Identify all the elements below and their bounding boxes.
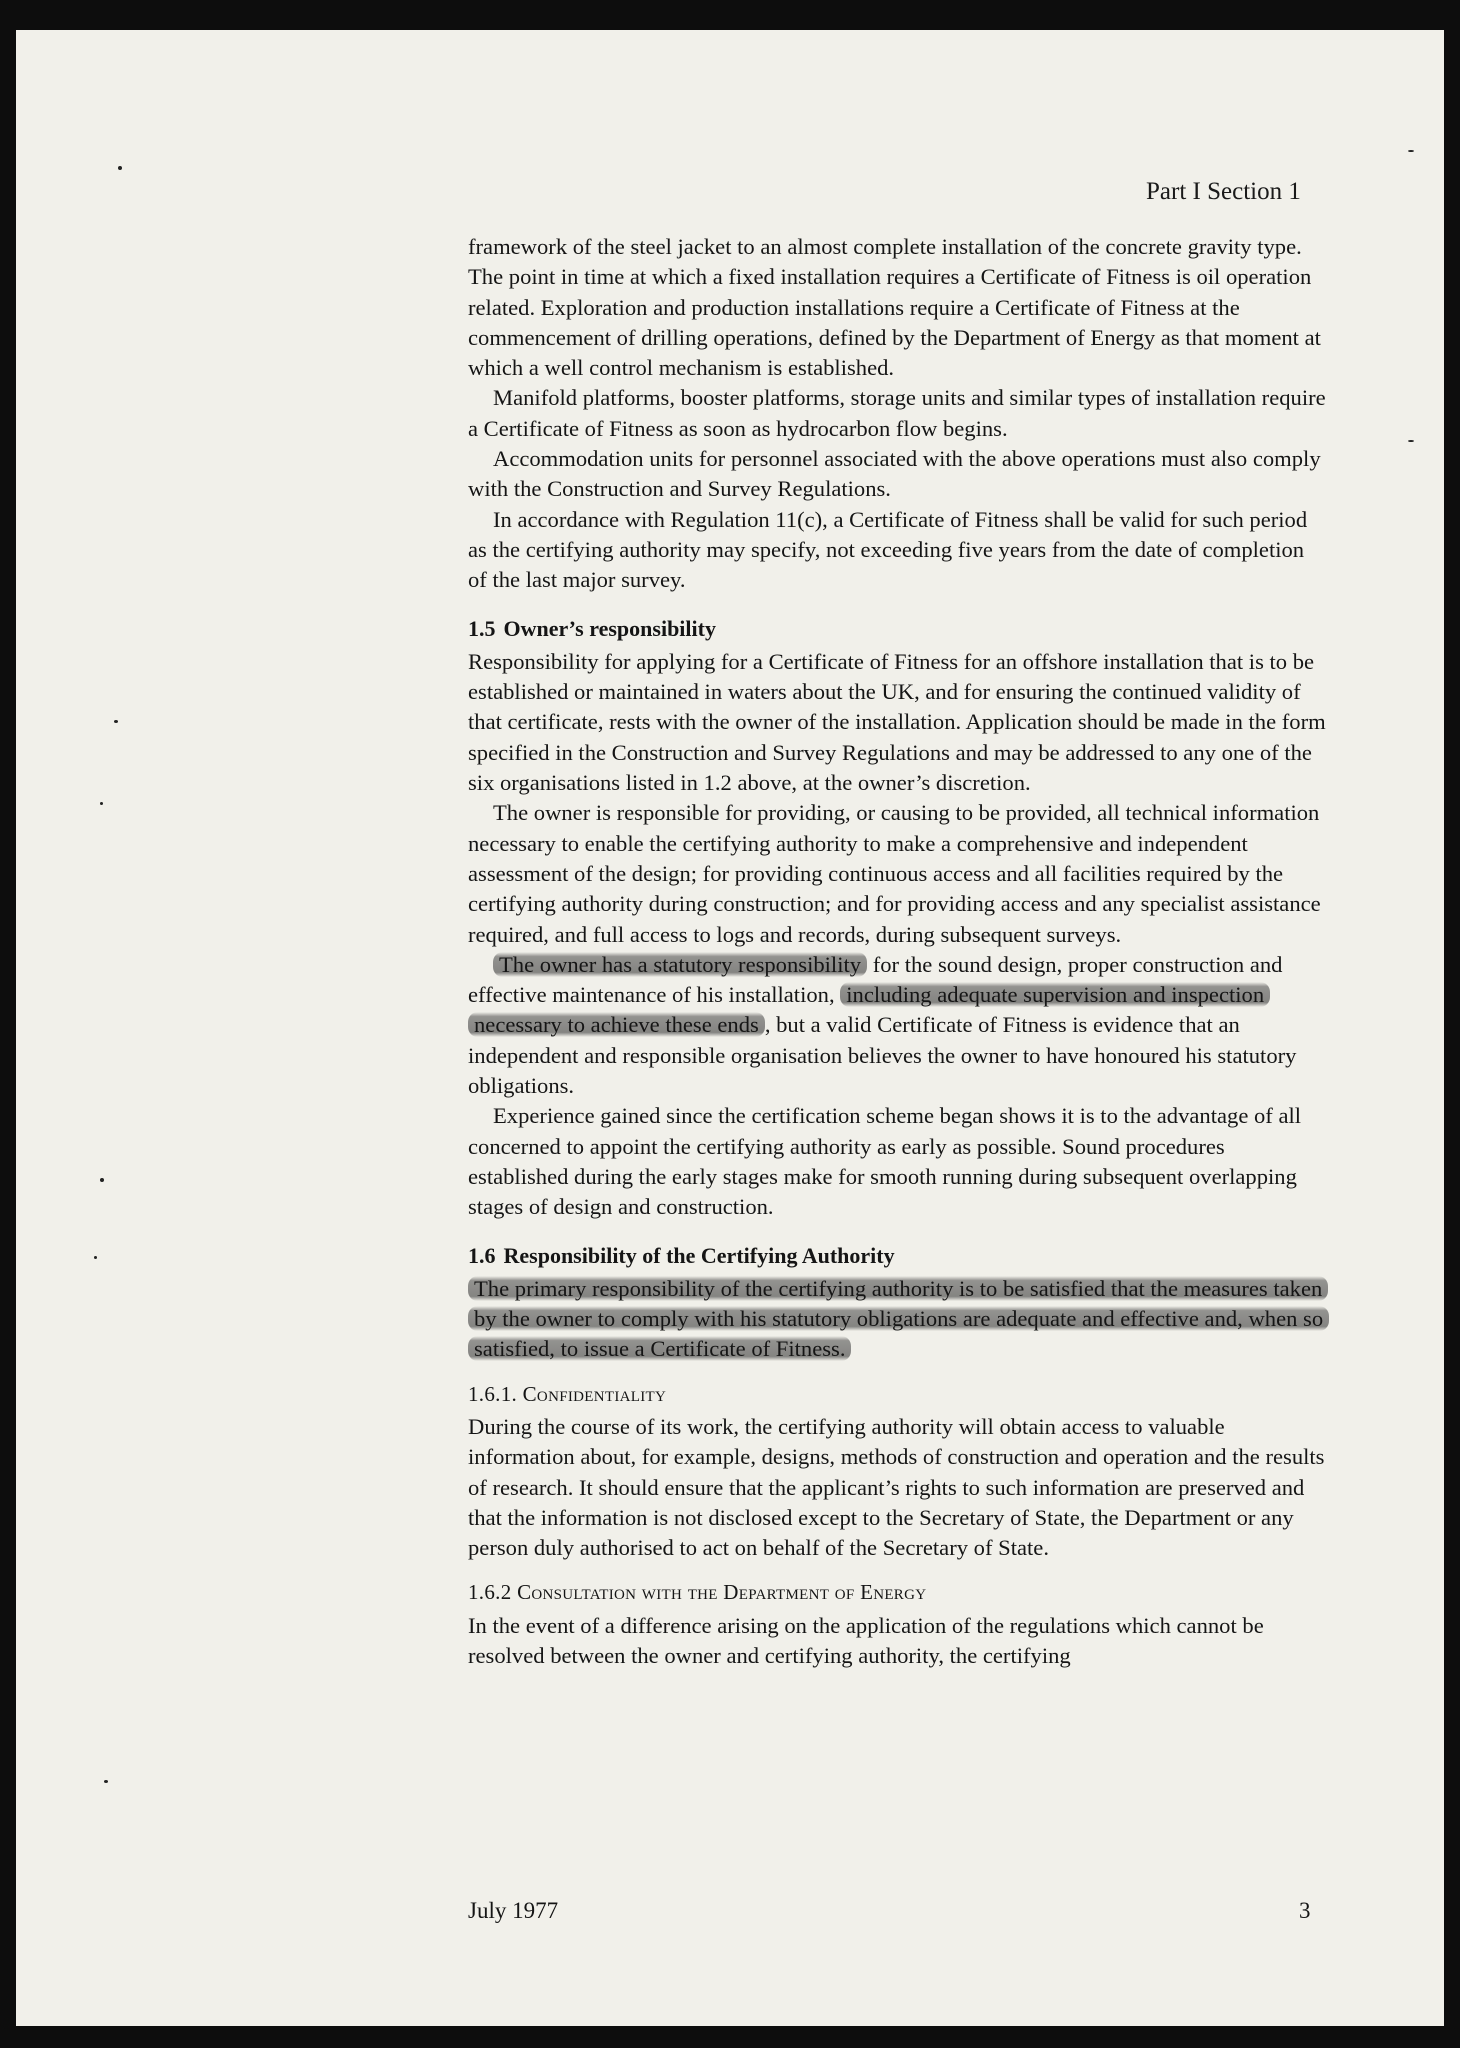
body-column [468,232,1328,1671]
intro-paragraph-1: framework of the steel jacket to an almost complete installation of the concrete gravity type. The point in time at which a fixed installation requires a Certificate of Fitness is oil operation related. Exploration and production installations require a Certificate of Fitness at the commencement of drilling operations, defined by the Department of Energy as that moment at which a well control mechanism is established. [468,234,1321,381]
running-head: Part I Section 1 [1146,178,1301,205]
scan-speck [100,1178,104,1182]
section-number: 1.6.2 [468,1580,512,1605]
scan-speck [104,1780,108,1783]
highlighted-text: The owner has a statutory responsibility [493,952,867,977]
scan-speck [1408,150,1414,152]
intro-paragraph-4: In accordance with Regulation 11(c), a Certificate of Fitness shall be valid for such period as the certifying authority may specify, not exceeding five years from the date of completion of the last major survey. [468,506,1308,593]
highlighted-text: The primary responsibility of the certifying authority is to be satisfied that the measures taken by the owner to comply with his statutory obligations are adequate and effective and, when so satisfied, to issue a Certificate of Fitness. [468,1276,1329,1362]
section-number: 1.6.1. [468,1381,518,1406]
scan-speck [100,802,103,805]
section-title: Confidentiality [522,1381,667,1406]
section-1-5-paragraph-3 [468,950,1328,1101]
section-1-6-1-heading [468,1379,1328,1409]
section-1-6-2-heading [468,1577,1328,1607]
paragraph-text: , but a valid Certificate of Fitness is evidence that an independent and responsible organisation believes the owner to have honoured his statutory obligations. [468,1012,1297,1099]
section-1-5-paragraph-2: The owner is responsible for providing, or causing to be provided, all technical information necessary to enable the certifying authority to make a comprehensive and independent assessment of the design; for providing continuous access and all facilities required by the certifying authority during construction; and for providing access and any specialist assistance required, and full access to logs and records, during subsequent surveys. [468,800,1321,947]
section-title: Responsibility of the Certifying Authority [503,1242,895,1268]
scan-speck [118,166,122,170]
section-1-5-paragraph-4: Experience gained since the certification scheme began shows it is to the advantage of all concerned to appoint the certifying authority as early as possible. Sound procedures established during the early stages make for smooth running during subsequent overlapping stages of design and construction. [468,1103,1302,1220]
intro-paragraph-2: Manifold platforms, booster platforms, storage units and similar types of installation require a Certificate of Fitness as soon as hydrocarbon flow begins. [468,385,1326,441]
footer-date: July 1977 [468,1898,559,1923]
section-1-6-paragraph-1 [468,1274,1328,1365]
section-1-6-2-paragraph-1: In the event of a difference arising on the application of the regulations which cannot be resolved between the owner and certifying authority, the certifying [468,1612,1264,1669]
scan-speck [94,1256,97,1259]
section-number: 1.5 [468,615,496,641]
section-1-5-heading [468,614,1328,644]
page-number: 3 [1299,1898,1311,1923]
paragraph-text: for the sound design, proper construction and effective maintenance of his installation, [468,951,1283,1008]
highlighted-text: including adequate supervision and inspection necessary to achieve these ends [468,982,1270,1037]
section-title: Consultation with the Department of Energy [517,1580,927,1605]
scanned-page [16,30,1444,2026]
section-1-6-heading [468,1241,1328,1271]
scan-speck [114,720,118,723]
section-1-5-paragraph-1: Responsibility for applying for a Certificate of Fitness for an offshore installation that is to be established or maintained in waters about the UK, and for ensuring the continued validity of that certificate, rests with the owner of the installation. Application should be made in the form specified in the Construction and Survey Regulations and may be addressed to any one of the six organisations listed in 1.2 above, at the owner’s discretion. [468,648,1326,796]
scan-speck [1408,440,1414,442]
section-1-6-1-paragraph-1: During the course of its work, the certifying authority will obtain access to valuable information about, for example, designs, methods of construction and operation and the results of research. It should ensure that the applicant’s rights to such information are preserved and that the information is not disclosed except to the Secretary of State, the Department or any person duly authorised to act on behalf of the Secretary of State. [468,1413,1325,1561]
section-number: 1.6 [468,1242,496,1268]
intro-paragraph-3: Accommodation units for personnel associated with the above operations must also comply with the Construction and Survey Regulations. [468,446,1321,502]
section-title: Owner’s responsibility [503,615,716,641]
